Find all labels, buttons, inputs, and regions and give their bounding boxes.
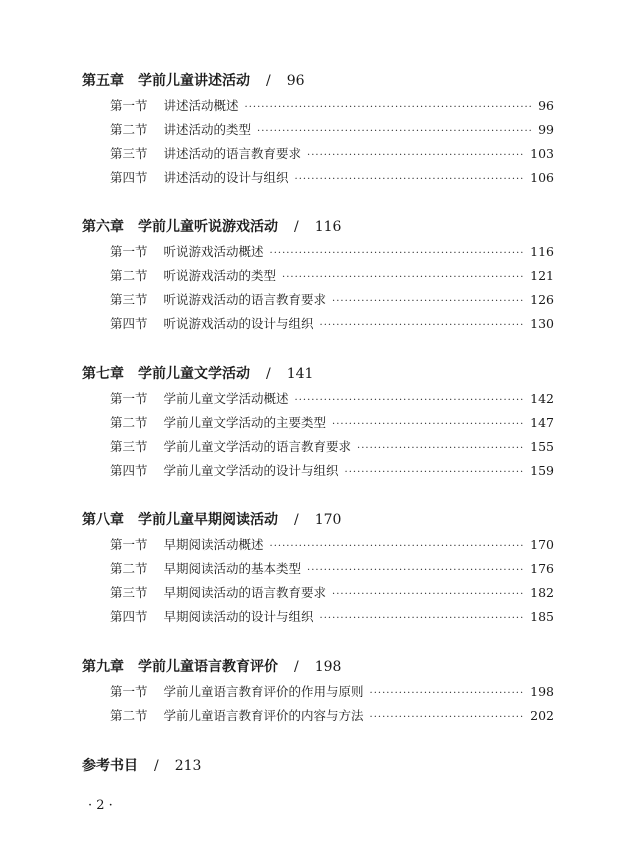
section-page: 99 xyxy=(538,122,554,137)
section-title: 学前儿童文学活动的语言教育要求 xyxy=(163,439,352,454)
section-title: 讲述活动的类型 xyxy=(163,122,252,137)
dot-leader xyxy=(282,268,524,288)
separator: / xyxy=(294,512,299,528)
section-title: 早期阅读活动的设计与组织 xyxy=(163,609,314,624)
toc-entry[interactable] xyxy=(110,266,554,288)
chapter-heading[interactable] xyxy=(82,657,341,677)
references-heading[interactable] xyxy=(82,756,201,776)
dot-leader xyxy=(357,439,524,459)
section-number: 第四节 xyxy=(110,463,148,478)
section-page: 106 xyxy=(530,170,554,185)
section-number: 第二节 xyxy=(110,122,148,137)
section-page: 185 xyxy=(530,609,554,624)
section-number: 第二节 xyxy=(110,561,148,576)
section-number: 第一节 xyxy=(110,391,148,406)
chapter-page: 170 xyxy=(314,512,342,528)
section-number: 第一节 xyxy=(110,98,148,113)
dot-leader xyxy=(332,415,524,435)
dot-leader xyxy=(307,146,524,166)
section-number: 第二节 xyxy=(110,268,148,283)
chapter-page: 198 xyxy=(314,659,342,675)
chapter-title: 学前儿童早期阅读活动 xyxy=(138,512,278,528)
dot-leader xyxy=(307,561,524,581)
toc-entry[interactable] xyxy=(110,120,554,142)
section-number: 第四节 xyxy=(110,316,148,331)
section-title: 学前儿童语言教育评价的内容与方法 xyxy=(163,708,364,723)
dot-leader xyxy=(370,684,525,704)
section-page: 170 xyxy=(530,537,554,552)
chapter-title: 学前儿童语言教育评价 xyxy=(138,659,278,675)
section-number: 第三节 xyxy=(110,146,148,161)
section-title: 早期阅读活动概述 xyxy=(163,537,264,552)
chapter-heading[interactable] xyxy=(82,364,313,384)
toc-entry[interactable] xyxy=(110,607,554,629)
section-title: 学前儿童文学活动的主要类型 xyxy=(163,415,327,430)
dot-leader xyxy=(332,292,524,312)
section-page: 121 xyxy=(530,268,554,283)
chapter-label: 第九章 xyxy=(82,659,124,675)
section-title: 听说游戏活动的语言教育要求 xyxy=(163,292,327,307)
section-title: 讲述活动概述 xyxy=(163,98,239,113)
toc-entry[interactable] xyxy=(110,583,554,605)
page-number: · 2 · xyxy=(88,798,113,813)
section-title: 讲述活动的设计与组织 xyxy=(163,170,289,185)
section-number: 第三节 xyxy=(110,292,148,307)
toc-entry[interactable] xyxy=(110,314,554,336)
section-title: 学前儿童语言教育评价的作用与原则 xyxy=(163,684,364,699)
section-page: 126 xyxy=(530,292,554,307)
section-number: 第一节 xyxy=(110,244,148,259)
section-number: 第四节 xyxy=(110,609,148,624)
toc-entry[interactable] xyxy=(110,413,554,435)
toc-entry[interactable] xyxy=(110,559,554,581)
toc-entry[interactable] xyxy=(110,168,554,190)
section-page: 202 xyxy=(530,708,554,723)
chapter-label: 第八章 xyxy=(82,512,124,528)
toc-entry[interactable] xyxy=(110,389,554,411)
section-page: 103 xyxy=(530,146,554,161)
chapter-title: 学前儿童讲述活动 xyxy=(138,73,250,89)
section-title: 听说游戏活动概述 xyxy=(163,244,264,259)
toc-entry[interactable] xyxy=(110,96,554,118)
section-page: 96 xyxy=(538,98,554,113)
section-title: 学前儿童文学活动概述 xyxy=(163,391,289,406)
section-page: 116 xyxy=(530,244,554,259)
section-number: 第一节 xyxy=(110,537,148,552)
chapter-label: 第六章 xyxy=(82,219,124,235)
chapter-label: 第七章 xyxy=(82,366,124,382)
toc-entry[interactable] xyxy=(110,144,554,166)
section-page: 159 xyxy=(530,463,554,478)
references-title: 参考书目 xyxy=(82,758,138,774)
section-title: 听说游戏活动的类型 xyxy=(163,268,277,283)
section-number: 第三节 xyxy=(110,585,148,600)
toc-entry[interactable] xyxy=(110,682,554,704)
dot-leader xyxy=(370,708,525,728)
separator: / xyxy=(154,758,159,774)
section-number: 第四节 xyxy=(110,170,148,185)
chapter-heading[interactable] xyxy=(82,71,305,91)
section-number: 第三节 xyxy=(110,439,148,454)
section-title: 学前儿童文学活动的设计与组织 xyxy=(163,463,339,478)
dot-leader xyxy=(245,98,533,118)
section-page: 147 xyxy=(530,415,554,430)
section-page: 176 xyxy=(530,561,554,576)
chapter-heading[interactable] xyxy=(82,510,341,530)
dot-leader xyxy=(295,391,525,411)
dot-leader xyxy=(345,463,525,483)
chapter-heading[interactable] xyxy=(82,217,341,237)
chapter-title: 学前儿童文学活动 xyxy=(138,366,250,382)
dot-leader xyxy=(270,244,525,264)
section-title: 早期阅读活动的语言教育要求 xyxy=(163,585,327,600)
toc-entry[interactable] xyxy=(110,437,554,459)
toc-entry[interactable] xyxy=(110,706,554,728)
dot-leader xyxy=(332,585,524,605)
chapter-page: 96 xyxy=(286,73,305,89)
toc-entry[interactable] xyxy=(110,242,554,264)
references-page: 213 xyxy=(174,758,202,774)
dot-leader xyxy=(295,170,525,190)
separator: / xyxy=(266,366,271,382)
section-page: 198 xyxy=(530,684,554,699)
dot-leader xyxy=(320,316,525,336)
section-page: 182 xyxy=(530,585,554,600)
dot-leader xyxy=(257,122,532,142)
section-title: 早期阅读活动的基本类型 xyxy=(163,561,302,576)
section-page: 155 xyxy=(530,439,554,454)
section-page: 130 xyxy=(530,316,554,331)
chapter-page: 141 xyxy=(286,366,314,382)
dot-leader xyxy=(270,537,525,557)
section-number: 第二节 xyxy=(110,708,148,723)
separator: / xyxy=(294,659,299,675)
section-number: 第二节 xyxy=(110,415,148,430)
chapter-label: 第五章 xyxy=(82,73,124,89)
chapter-title: 学前儿童听说游戏活动 xyxy=(138,219,278,235)
toc-entry[interactable] xyxy=(110,461,554,483)
chapter-page: 116 xyxy=(314,219,342,235)
separator: / xyxy=(294,219,299,235)
toc-entry[interactable] xyxy=(110,290,554,312)
toc-entry[interactable] xyxy=(110,535,554,557)
section-number: 第一节 xyxy=(110,684,148,699)
section-page: 142 xyxy=(530,391,554,406)
dot-leader xyxy=(320,609,525,629)
separator: / xyxy=(266,73,271,89)
section-title: 听说游戏活动的设计与组织 xyxy=(163,316,314,331)
section-title: 讲述活动的语言教育要求 xyxy=(163,146,302,161)
